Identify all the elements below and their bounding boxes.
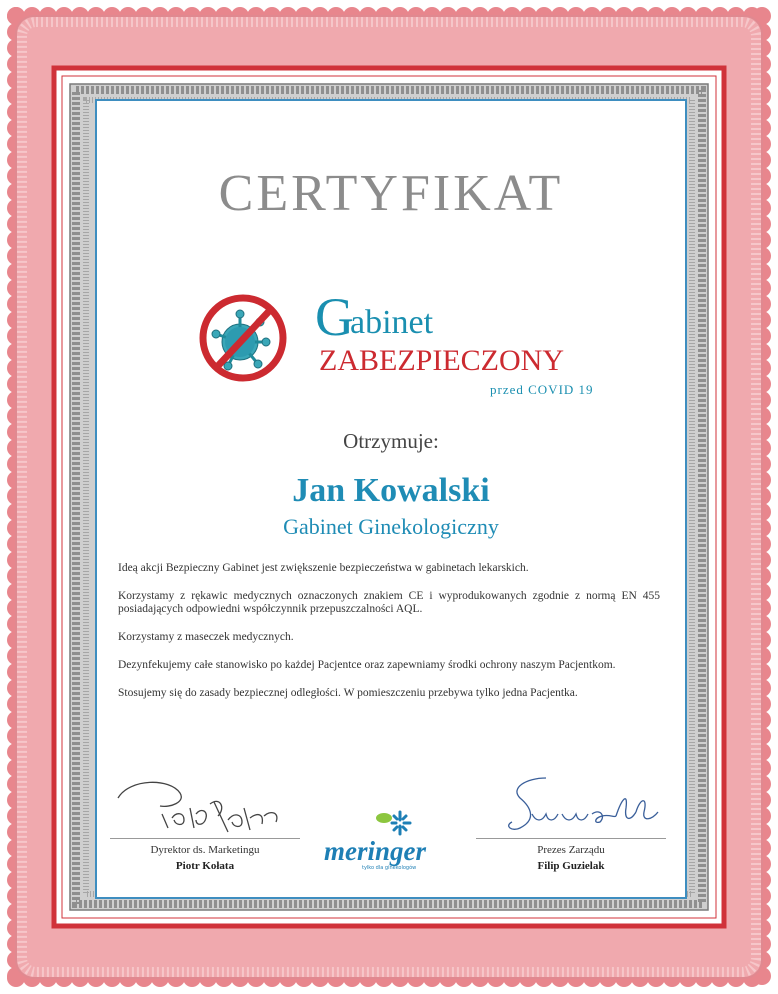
signer-name-left: Piotr Kołata bbox=[175, 860, 235, 872]
meringer-logo bbox=[322, 804, 462, 874]
recipient-label: Otrzymuje: bbox=[343, 429, 439, 453]
certificate-title: CERTYFIKAT bbox=[218, 165, 564, 222]
brand-gabinet: abinet bbox=[350, 304, 434, 341]
brand-secured: ZABEZPIECZONY bbox=[319, 344, 564, 377]
signature-line-right bbox=[476, 838, 666, 839]
paragraph-2: Korzystamy z rękawic medycznych oznaczonych znakiem CE i wyprodukowanych zgodnie z normą EN 455 posiadających odpowiedni współczynnik przepuszczalności AQL. bbox=[118, 590, 660, 615]
paragraph-4: Dezynfekujemy całe stanowisko po każdej Pacjentce oraz zapewniamy środki ochrony naszym Pacjentkom. bbox=[118, 659, 616, 671]
brand-covid: przed COVID 19 bbox=[490, 382, 594, 397]
brand-initial: G bbox=[315, 287, 354, 347]
flower-icon bbox=[322, 804, 462, 840]
handwritten-signature-right bbox=[476, 768, 666, 838]
signature-right bbox=[476, 768, 666, 878]
recipient-clinic: Gabinet Ginekologiczny bbox=[283, 514, 499, 539]
signer-name-right: Filip Guzielak bbox=[537, 860, 605, 872]
meringer-tagline: tylko dla ginekologów bbox=[362, 865, 417, 871]
paragraph-1: Ideą akcji Bezpieczny Gabinet jest zwiększenie bezpieczeństwa w gabinetach lekarskich. bbox=[118, 562, 529, 574]
certificate-body bbox=[118, 562, 660, 715]
signer-title-left: Dyrektor ds. Marketingu bbox=[150, 844, 260, 856]
paragraph-3: Korzystamy z maseczek medycznych. bbox=[118, 631, 294, 643]
signature-left bbox=[110, 768, 300, 878]
no-virus-icon bbox=[188, 294, 300, 384]
signer-title-right: Prezes Zarządu bbox=[537, 844, 605, 856]
handwritten-signature-left bbox=[110, 768, 300, 838]
meringer-wordmark: meringer bbox=[324, 836, 427, 866]
campaign-logo bbox=[188, 287, 618, 397]
certificate-content bbox=[100, 104, 682, 894]
signature-line-left bbox=[110, 838, 300, 839]
paragraph-5: Stosujemy się do zasady bezpiecznej odległości. W pomieszczeniu przebywa tylko jedna Pacjentka. bbox=[118, 687, 578, 699]
recipient-name: Jan Kowalski bbox=[292, 472, 490, 509]
